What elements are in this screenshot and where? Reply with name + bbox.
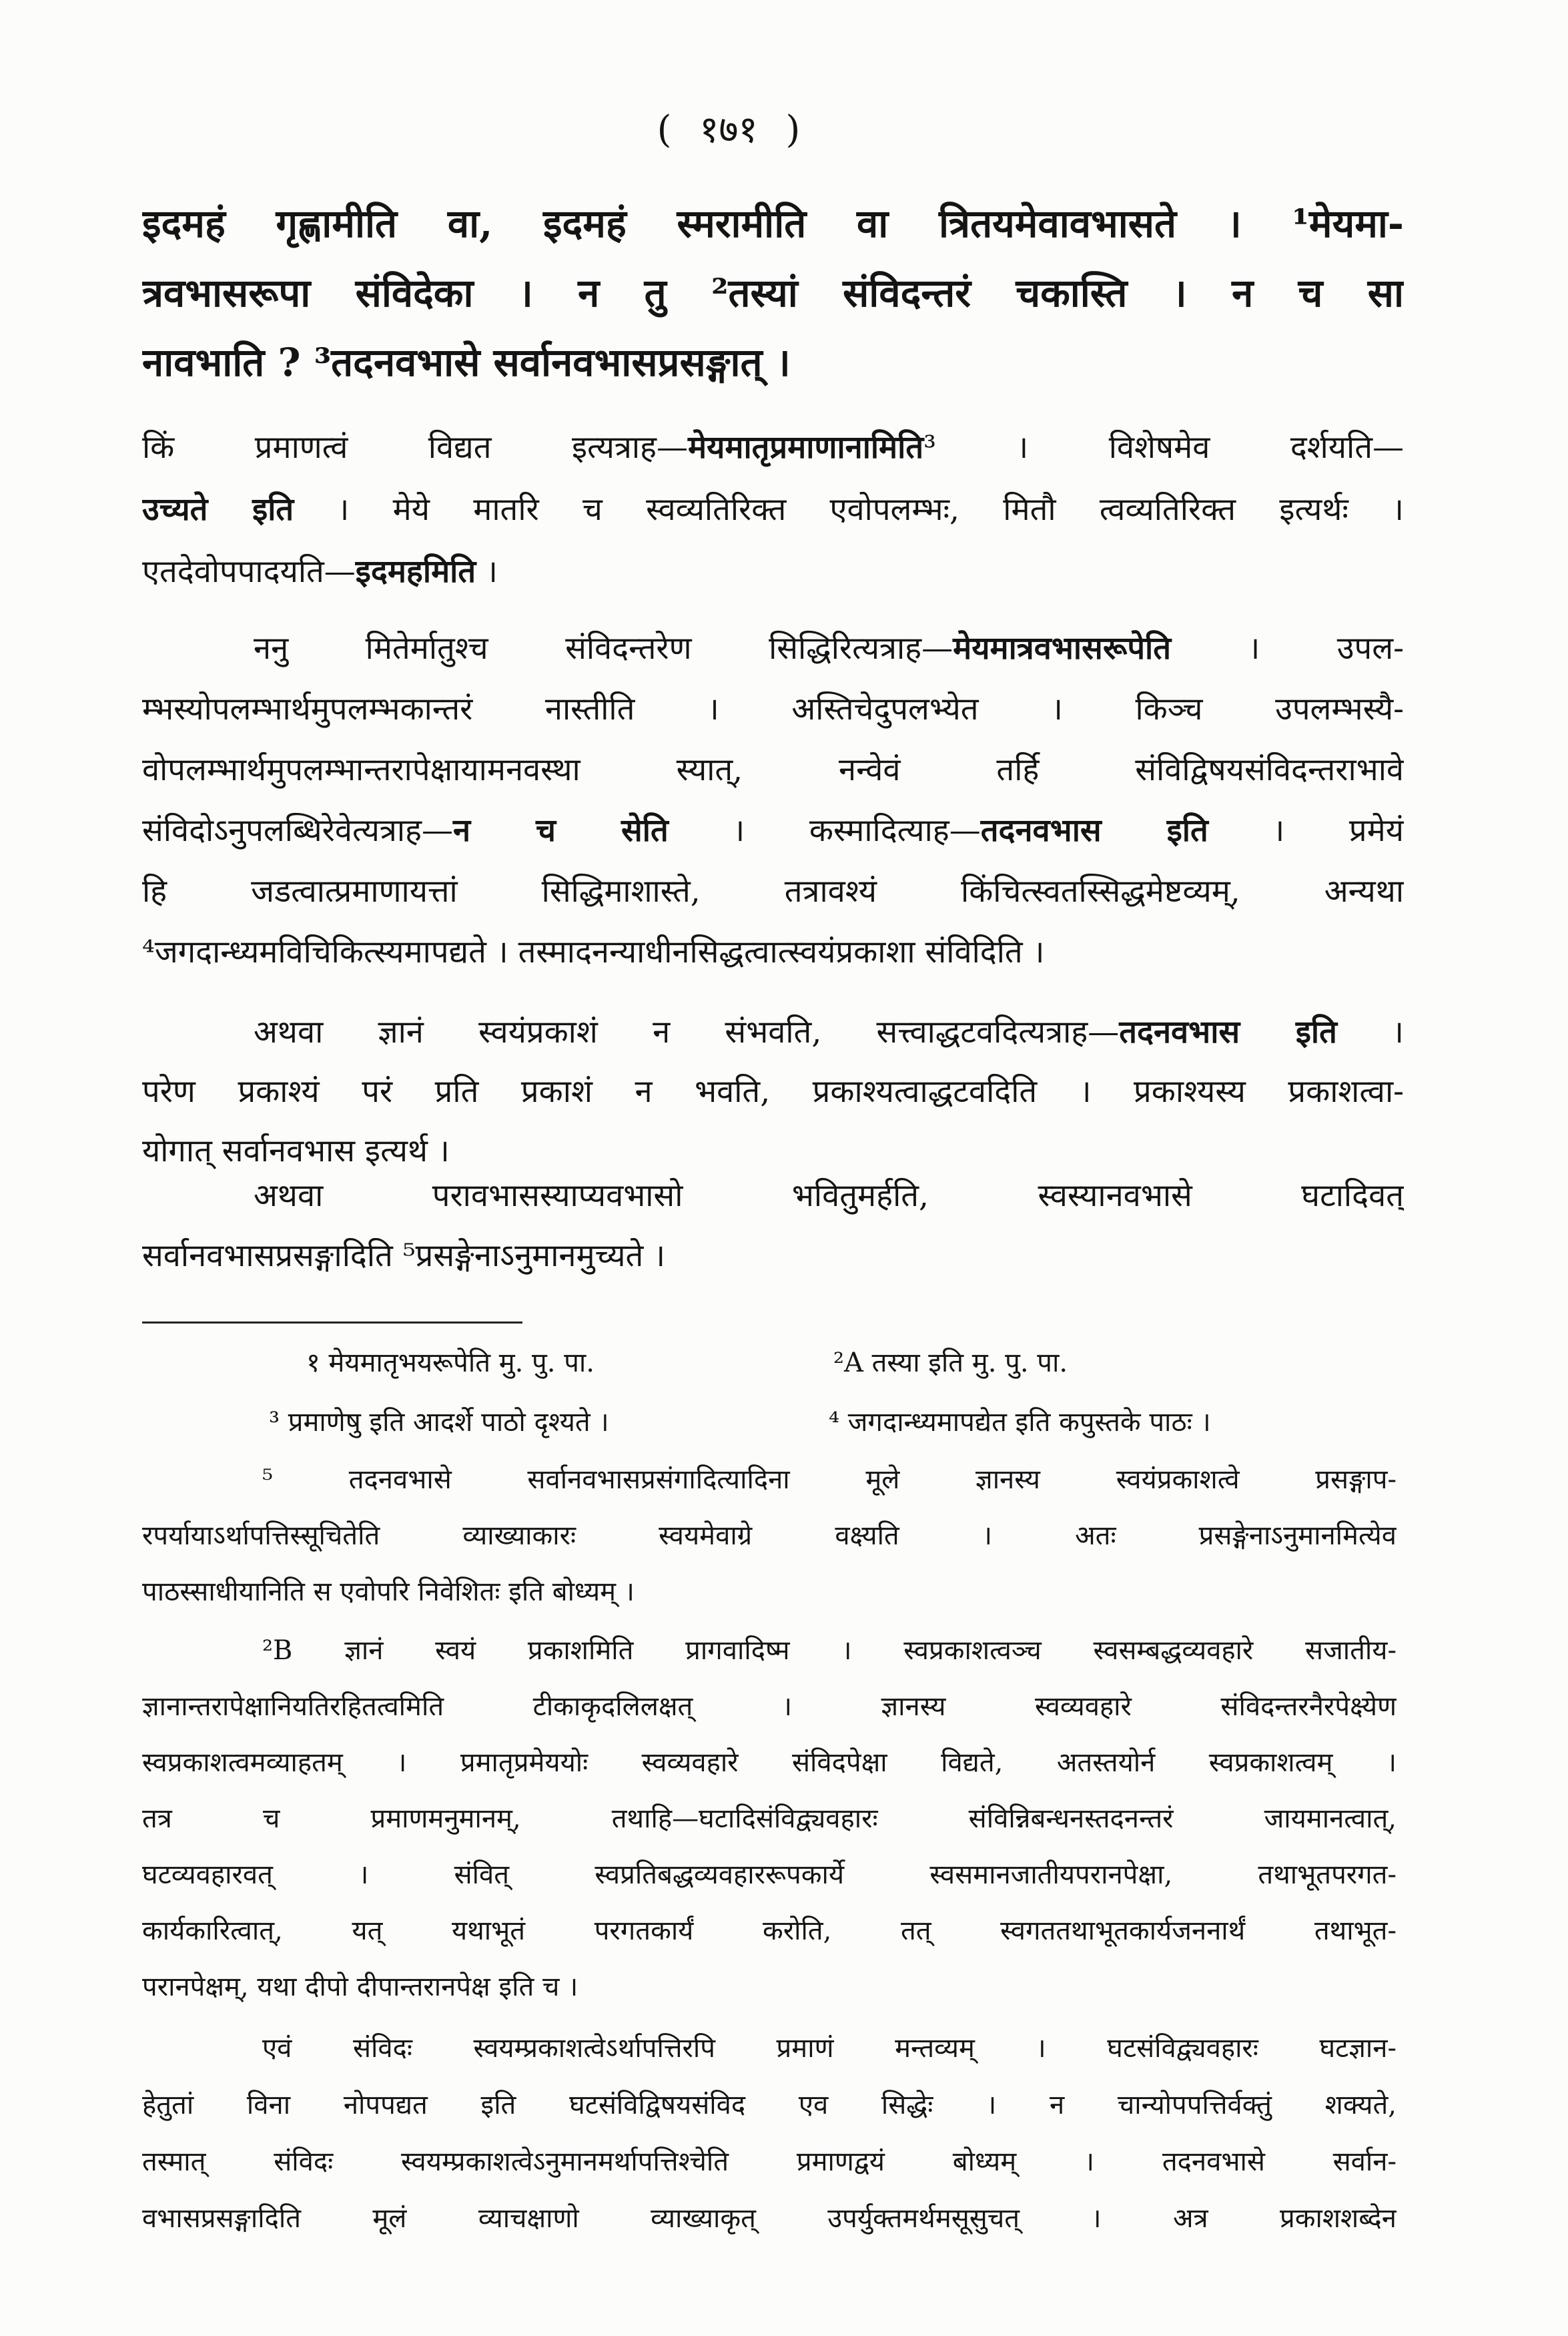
- mula-line: [142, 328, 1404, 397]
- text-segment: परेण प्रकाश्यं परं प्रति प्रकाशं न भवति, प्रकाश्यत्वाद्धटवदिति । प्रकाश्यस्य प्रकाशत्वा-: [142, 1073, 1404, 1110]
- text-segment: हेतुतां विना नोपपद्यत इति घटसंविद्विषयसंविद एव सिद्धेः । न चान्योपपत्तिर्वक्तुं शक्यते,: [142, 2090, 1397, 2120]
- commentary-line: [142, 800, 1404, 861]
- footnote-line: [142, 1564, 1397, 1620]
- text-segment: वोपलम्भार्थमुपलम्भान्तरापेक्षायामनवस्था स्यात्, नन्वेवं तर्हि संविद्विषयसंविदन्तराभावे: [142, 752, 1404, 788]
- commentary-line: [142, 861, 1404, 922]
- lemma-text: मेयमात्रवभासरूपेति: [953, 630, 1172, 667]
- text-segment: स्वप्रकाशत्वमव्याहतम् । प्रमातृप्रमेययोः स्वव्यवहारे संविदपेक्षा विद्यते, अतस्तयोर्न स्वप्रकाशत्वम् ।: [142, 1747, 1397, 1778]
- text-segment: । प्रमेयं: [1208, 812, 1404, 849]
- text-segment: ।: [476, 553, 498, 590]
- commentary-line: [142, 1062, 1404, 1121]
- footnote-1: १ मेयमातृभयरूपेति मु. पु. पा.: [306, 1348, 595, 1378]
- commentary-line: [142, 541, 1404, 603]
- footnote-line: [142, 2134, 1397, 2191]
- mula-line: [142, 189, 1404, 258]
- footnote-line: [142, 1959, 1397, 2015]
- lemma-text: तदनवभास इति: [980, 812, 1208, 849]
- commentary-line: [254, 1166, 1404, 1226]
- lemma-text: उच्यते इति: [142, 491, 294, 528]
- lemma-text: इदमहमिति: [355, 553, 476, 590]
- text-segment: ²B ज्ञानं स्वयं प्रकाशमिति प्रागवादिष्म । स्वप्रकाशत्वञ्च स्वसम्बद्धव्यवहारे सजातीय-: [262, 1635, 1397, 1666]
- commentary-line: [254, 1002, 1404, 1062]
- text-segment: पाठस्साधीयानिति स एवोपरि निवेशितः इति बोध्यम् ।: [142, 1576, 635, 1607]
- text-segment: तत्र च प्रमाणमनुमानम्, तथाहि—घटादिसंविद्व्यवहारः संविन्निबन्धनस्तदनन्तरं जायमानत्वात्,: [142, 1803, 1397, 1834]
- commentary-line: [142, 679, 1404, 740]
- page-number: ( १७१ ): [657, 108, 801, 152]
- text-segment: परानपेक्षम्, यथा दीपो दीपान्तरानपेक्ष इति च ।: [142, 1972, 578, 2002]
- footnote-line: [142, 2077, 1397, 2134]
- text-segment: ⁵ तदनवभासे सर्वानवभासप्रसंगादित्यादिना मूले ज्ञानस्य स्वयंप्रकाशत्वे प्रसङ्गाप-: [262, 1464, 1397, 1495]
- text-segment: अथवा परावभासस्याप्यवभासो भवितुमर्हति, स्वस्यानवभासे घटादिवत्: [254, 1177, 1404, 1214]
- text-segment: म्भस्योपलम्भार्थमुपलम्भकान्तरं नास्तीति । अस्तिचेदुपलभ्येत । किञ्च उपलम्भस्यै-: [142, 691, 1404, 727]
- lemma-text: तदनवभास इति: [1119, 1014, 1337, 1051]
- text-segment: सर्वानवभासप्रसङ्गादिति ⁵प्रसङ्गेनाऽनुमानमुच्यते ।: [142, 1237, 666, 1274]
- footnote-rule: [142, 1322, 522, 1324]
- mula-line: [142, 258, 1404, 328]
- footnote-line: [142, 1735, 1397, 1791]
- text-segment: तस्मात् संविदः स्वयम्प्रकाशत्वेऽनुमानमर्थापत्तिश्चेति प्रमाणद्वयं बोध्यम् । तदनवभासे सर्वान-: [142, 2146, 1397, 2177]
- footnote-line: [262, 1623, 1397, 1679]
- footnote-line: [262, 2020, 1397, 2077]
- commentary-line: [142, 740, 1404, 800]
- footnote-3: ³ प्रमाणेषु इति आदर्शे पाठो दृश्यते ।: [269, 1407, 609, 1438]
- text-segment: योगात् सर्वानवभास इत्यर्थ ।: [142, 1133, 450, 1169]
- text-segment: घटव्यवहारवत् । संवित् स्वप्रतिबद्धव्यवहाररूपकार्ये स्वसमानजातीयपरानपेक्षा, तथाभूतपरगत-: [142, 1859, 1397, 1890]
- text-segment: त्रवभासरूपा संविदेका । न तु ²तस्यां संविदन्तरं चकास्ति । न च सा: [142, 270, 1404, 316]
- lemma-text: न च सेति: [452, 812, 669, 849]
- footnote-2a: ²A तस्या इति मु. पु. पा.: [833, 1348, 1068, 1378]
- text-segment: नावभाति ? ³तदनवभासे सर्वानवभासप्रसङ्गात् ।: [142, 340, 791, 385]
- text-segment: हि जडत्वात्प्रमाणायत्तां सिद्धिमाशास्ते, तत्रावश्यं किंचित्स्वतस्सिद्धमेष्टव्यम्, अन्यथा: [142, 873, 1404, 910]
- text-segment: वभासप्रसङ्गादिति मूलं व्याचक्षाणो व्याख्याकृत् उपर्युक्तमर्थमसूसुचत् । अत्र प्रकाशशब्देन: [142, 2203, 1397, 2234]
- text-segment: । मेये मातरि च स्वव्यतिरिक्त एवोपलम्भः, मितौ त्वव्यतिरिक्त इत्यर्थः ।: [294, 491, 1404, 528]
- footnote-line: [142, 1847, 1397, 1903]
- text-segment: । उपल-: [1171, 630, 1404, 667]
- footnote-line: [262, 1452, 1397, 1508]
- text-segment: एतदेवोपपादयति—: [142, 553, 356, 590]
- commentary-line: [142, 416, 1404, 479]
- text-segment: ⁴जगदान्ध्यमविचिकित्स्यमापद्यते । तस्मादनन्याधीनसिद्धत्वात्स्वयंप्रकाशा संविदिति ।: [142, 934, 1045, 970]
- text-segment: कार्यकारित्वात्, यत् यथाभूतं परगतकार्यं करोति, तत् स्वगततथाभूतकार्यजननार्थं तथाभूत-: [142, 1916, 1397, 1946]
- footnote-4: ⁴ जगदान्ध्यमापद्येत इति कपुस्तके पाठः ।: [829, 1407, 1211, 1438]
- commentary-line: [254, 618, 1404, 679]
- lemma-text: मेयमातृप्रमाणानामिति: [688, 429, 924, 466]
- footnote-line: [142, 2191, 1397, 2247]
- text-segment: रपर्यायाऽर्थापत्तिस्सूचितेति व्याख्याकारः स्वयमेवाग्रे वक्ष्यति । अतः प्रसङ्गेनाऽनुमानमित्येव: [142, 1520, 1397, 1551]
- commentary-line: [142, 479, 1404, 541]
- text-segment: ।: [1336, 1014, 1404, 1051]
- footnote-line: [142, 1903, 1397, 1959]
- footnote-line: [142, 1679, 1397, 1735]
- footnote-line: [142, 1791, 1397, 1847]
- text-segment: ³ । विशेषमेव दर्शयति—: [923, 429, 1404, 466]
- text-segment: ननु मितेर्मातुश्च संविदन्तरेण सिद्धिरित्यत्राह—: [254, 630, 953, 667]
- text-segment: । कस्मादित्याह—: [668, 812, 981, 849]
- text-segment: संविदोऽनुपलब्धिरेवेत्यत्राह—: [142, 812, 453, 849]
- text-segment: ज्ञानान्तरापेक्षानियतिरहितत्वमिति टीकाकृदलिलक्षत् । ज्ञानस्य स्वव्यवहारे संविदन्तरनैरपेक्ष्येण: [142, 1691, 1397, 1722]
- text-segment: अथवा ज्ञानं स्वयंप्रकाशं न संभवति, सत्त्वाद्धटवदित्यत्राह—: [254, 1014, 1120, 1051]
- text-segment: इदमहं गृह्णामीति वा, इदमहं स्मरामीति वा त्रितयमेवावभासते । ¹मेयमा-: [142, 201, 1404, 246]
- footnote-line: [142, 1508, 1397, 1564]
- text-segment: एवं संविदः स्वयम्प्रकाशत्वेऽर्थापत्तिरपि प्रमाणं मन्तव्यम् । घटसंविद्व्यवहारः घटज्ञान-: [262, 2033, 1397, 2064]
- text-segment: किं प्रमाणत्वं विद्यत इत्यत्राह—: [142, 429, 688, 466]
- commentary-line: [142, 922, 1404, 982]
- commentary-line: [142, 1226, 1404, 1286]
